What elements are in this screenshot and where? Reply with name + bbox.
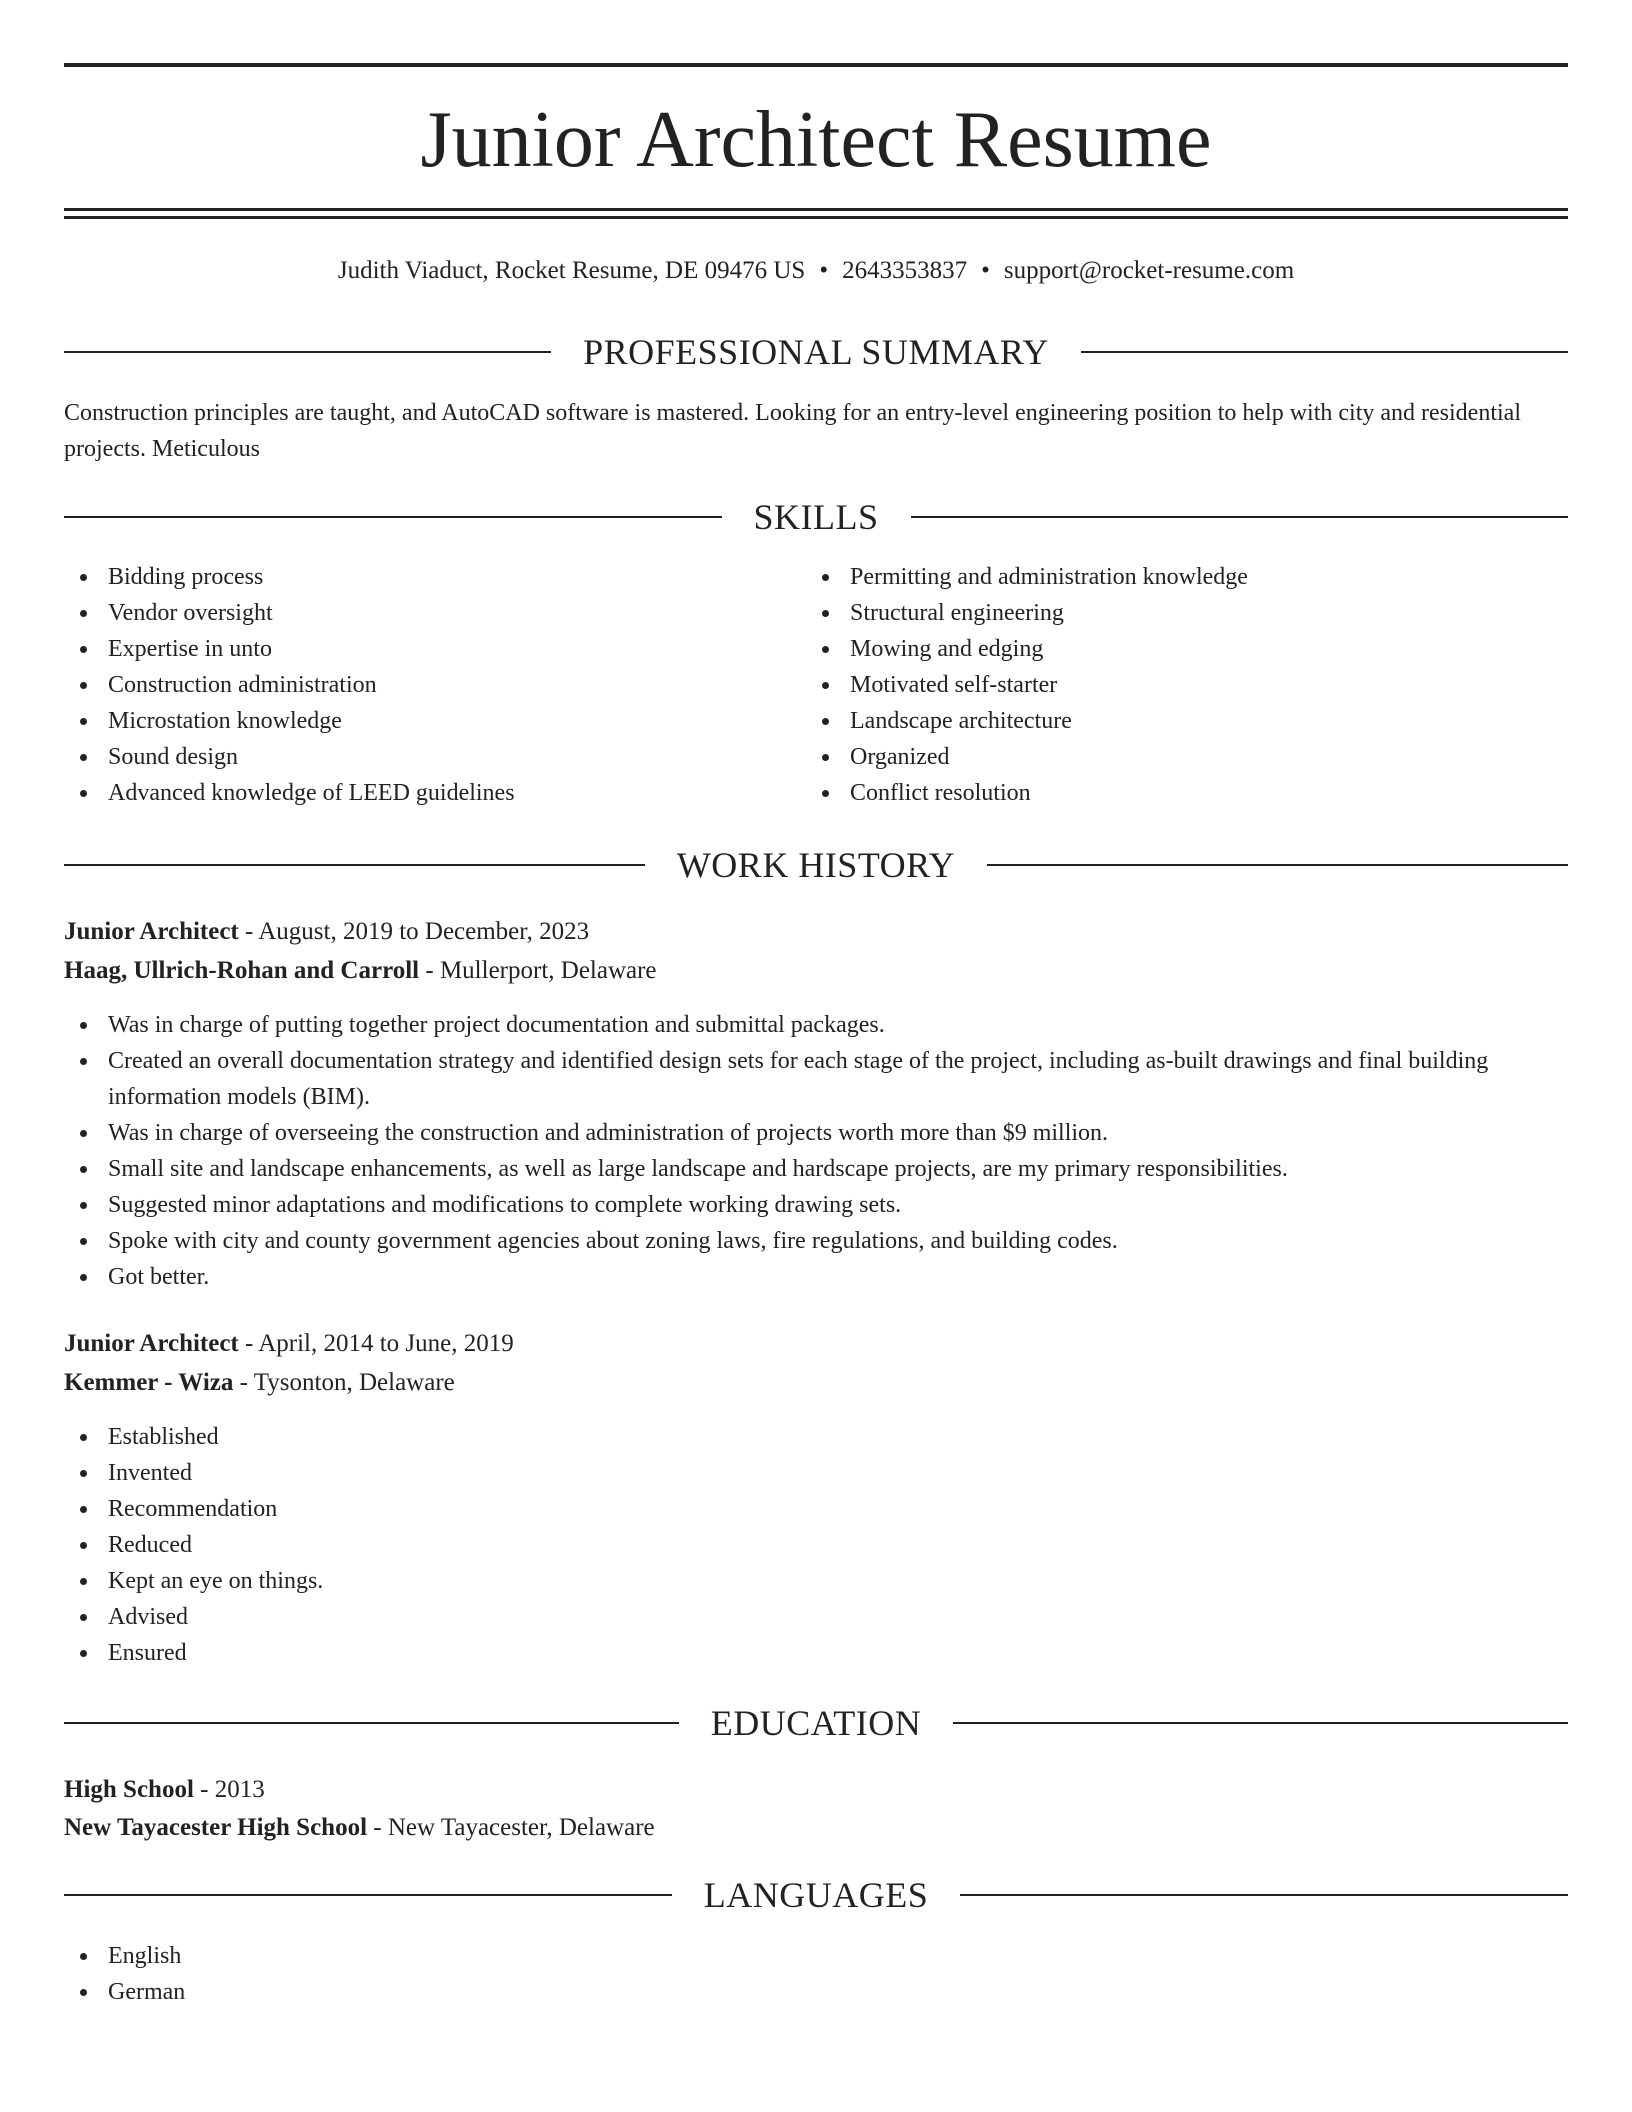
skill-item: Advanced knowledge of LEED guidelines (64, 775, 804, 811)
skills-list-right (806, 559, 1566, 811)
languages-heading (64, 1872, 1568, 1918)
job-title-line (64, 1326, 1568, 1362)
summary-heading-label: PROFESSIONAL SUMMARY (583, 332, 1049, 372)
work-heading-label: WORK HISTORY (676, 845, 956, 885)
contact-separator: • (819, 257, 829, 284)
skill-item: Landscape architecture (806, 703, 1566, 739)
skill-item: Organized (806, 739, 1566, 775)
education-school-line (64, 1810, 1568, 1846)
job-title-line (64, 914, 1568, 950)
skills-list-left (64, 559, 804, 811)
job-bullet: Spoke with city and county government agencies about zoning laws, fire regulations, and building codes. (64, 1223, 1568, 1259)
heading-rule (64, 864, 645, 866)
heading-rule (911, 516, 1569, 518)
job-bullet: Got better. (64, 1259, 1568, 1295)
skills-heading-label: SKILLS (753, 497, 879, 537)
job-company-line (64, 1365, 1568, 1401)
skill-item: Microstation knowledge (64, 703, 804, 739)
job-company-line (64, 953, 1568, 989)
job-title: Junior Architect (64, 1330, 239, 1357)
skill-item: Vendor oversight (64, 595, 804, 631)
skill-item: Motivated self-starter (806, 667, 1566, 703)
job-bullet: Recommendation (64, 1491, 1568, 1527)
top-rule (64, 63, 1568, 67)
work-heading (64, 842, 1568, 888)
job-bullet: Kept an eye on things. (64, 1563, 1568, 1599)
job-bullet: Established (64, 1419, 1568, 1455)
job-location: - Tysonton, Delaware (233, 1369, 455, 1396)
page-title: Junior Architect Resume (420, 96, 1212, 184)
job-dates: - April, 2014 to June, 2019 (238, 1330, 514, 1357)
job-bullet: Was in charge of putting together project documentation and submittal packages. (64, 1007, 1568, 1043)
job-dates: - August, 2019 to December, 2023 (238, 918, 590, 945)
skills-heading (64, 494, 1568, 540)
job-bullet: Ensured (64, 1635, 1568, 1671)
job-location: - Mullerport, Delaware (419, 957, 657, 984)
skill-item: Expertise in unto (64, 631, 804, 667)
skill-item: Bidding process (64, 559, 804, 595)
job-title: Junior Architect (64, 918, 239, 945)
contact-line (64, 254, 1568, 288)
title-rule-upper (64, 208, 1568, 211)
skill-item: Structural engineering (806, 595, 1566, 631)
job-company: Haag, Ullrich-Rohan and Carroll (64, 957, 420, 984)
contact-phone: 2643353837 (842, 257, 968, 284)
education-heading-label: EDUCATION (710, 1703, 922, 1743)
contact-email: support@rocket-resume.com (1003, 257, 1295, 284)
job-bullets (64, 1007, 1568, 1295)
job-bullet: Small site and landscape enhancements, as well as large landscape and hardscape projects, are my primary responsibilities. (64, 1151, 1568, 1187)
summary-heading (64, 329, 1568, 375)
language-item: English (64, 1938, 804, 1974)
job-bullet: Was in charge of overseeing the construction and administration of projects worth more than $9 million. (64, 1115, 1568, 1151)
job-company: Kemmer - Wiza (64, 1369, 234, 1396)
heading-rule (987, 864, 1568, 866)
summary-text: Construction principles are taught, and AutoCAD software is mastered. Looking for an entry-level engineering position to help with city and residential projects. Meticulous (64, 400, 1521, 462)
education-degree-line (64, 1772, 1568, 1808)
skill-item: Sound design (64, 739, 804, 775)
heading-rule (64, 1894, 672, 1896)
job-bullet: Suggested minor adaptations and modifications to complete working drawing sets. (64, 1187, 1568, 1223)
languages-list (64, 1938, 804, 2010)
contact-address: Judith Viaduct, Rocket Resume, DE 09476 US (337, 257, 806, 284)
job-bullets (64, 1419, 1568, 1671)
education-heading (64, 1700, 1568, 1746)
skill-item: Permitting and administration knowledge (806, 559, 1566, 595)
job-bullet: Reduced (64, 1527, 1568, 1563)
education-degree: High School (64, 1776, 194, 1803)
education-school: New Tayacester High School (64, 1814, 368, 1841)
title-rule-lower (64, 216, 1568, 219)
job-bullet: Created an overall documentation strategy and identified design sets for each stage of the project, including as-built drawings and final building information models (BIM). (64, 1043, 1568, 1115)
heading-rule (953, 1722, 1568, 1724)
heading-rule (64, 351, 551, 353)
job-bullet: Invented (64, 1455, 1568, 1491)
contact-separator: • (981, 257, 990, 284)
education-location: - New Tayacester, Delaware (367, 1814, 655, 1841)
skill-item: Mowing and edging (806, 631, 1566, 667)
job-bullet: Advised (64, 1599, 1568, 1635)
heading-rule (64, 1722, 679, 1724)
skill-item: Conflict resolution (806, 775, 1566, 811)
language-item: German (64, 1974, 804, 2010)
heading-rule (1081, 351, 1568, 353)
heading-rule (960, 1894, 1568, 1896)
heading-rule (64, 516, 722, 518)
languages-heading-label: LANGUAGES (703, 1875, 929, 1915)
skill-item: Construction administration (64, 667, 804, 703)
education-year: - 2013 (193, 1776, 265, 1803)
